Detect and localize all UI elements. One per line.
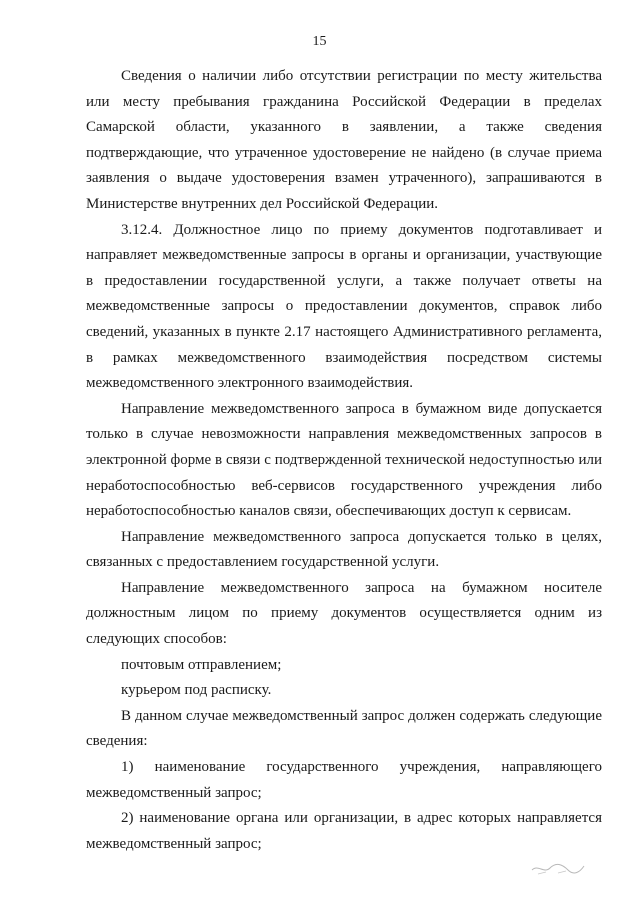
list-item-2: 2) наименование органа или организации, в адрес которых направляется межведомственный запрос; bbox=[86, 810, 602, 852]
list-item-post: почтовым отправлением; bbox=[121, 656, 282, 673]
paragraph-request-contents: В данном случае межведомственный запрос должен содержать следующие сведения: bbox=[86, 707, 602, 750]
document-body bbox=[86, 64, 602, 857]
list-item-1: 1) наименование государственного учреждения, направляющего межведомственный запрос; bbox=[86, 759, 602, 801]
paragraph-paper-request: Направление межведомственного запроса в бумажном виде допускается только в случае невозможности направления межведомственных запросов в электронной форме в связи с подтвержденной технической недоступностью или неработоспособностью веб-сервисов государственного учреждения либо неработоспособностью каналов связи, обеспечивающих доступ к сервисам. bbox=[86, 400, 602, 520]
handwritten-mark bbox=[528, 858, 588, 878]
paragraph-mvd-info: Сведения о наличии либо отсутствии регистрации по месту жительства или месту пребывания гражданина Российской Федерации в пределах Самарской области, указанного в заявлении, а также сведения подтверждающие, что утраченное удостоверение не найдено (в случае приема заявления о выдаче удостоверения взамен утраченного), запрашиваются в Министерстве внутренних дел Российской Федерации. bbox=[86, 68, 602, 212]
paragraph-request-purpose: Направление межведомственного запроса допускается только в целях, связанных с предоставлением государственной услуги. bbox=[86, 528, 602, 571]
paragraph-3-12-4: 3.12.4. Должностное лицо по приему документов подготавливает и направляет межведомственные запросы в органы и организации, участвующие в предоставлении государственной услуги, а также получает ответы на межведомственные запросы о предоставлении документов, справок либо сведений, указанных в пункте 2.17 настоящего Административного регламента, в рамках межведомственного взаимодействия посредством системы межведомственного электронного взаимодействия. bbox=[86, 221, 602, 392]
page-number: 15 bbox=[312, 34, 327, 49]
list-item-courier: курьером под расписку. bbox=[121, 682, 272, 699]
paragraph-paper-methods: Направление межведомственного запроса на бумажном носителе должностным лицом по приему документов осуществляется одним из следующих способов: bbox=[86, 579, 602, 648]
